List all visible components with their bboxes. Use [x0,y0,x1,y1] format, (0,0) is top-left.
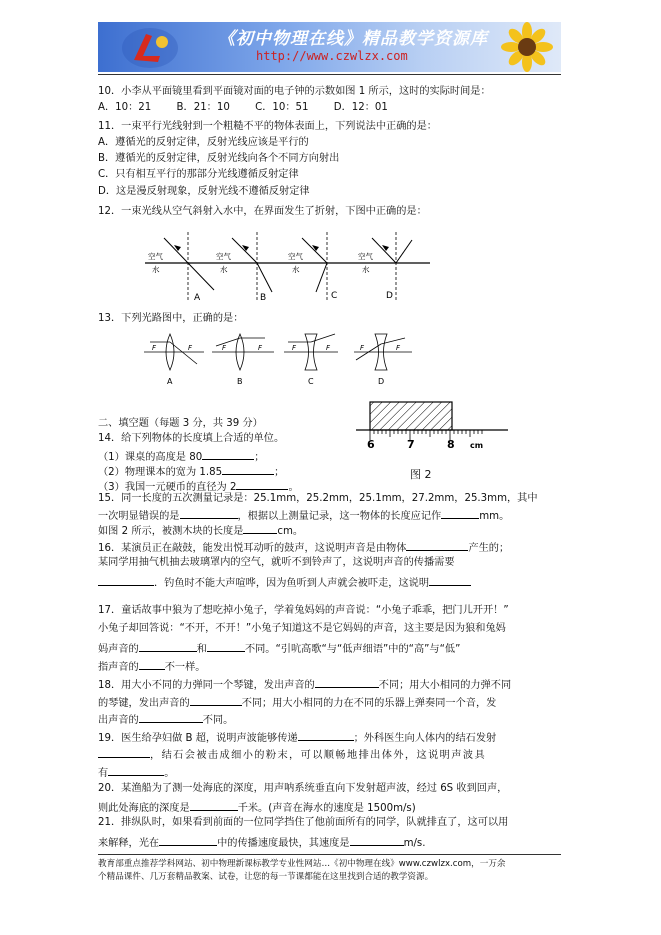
q14-item-1: （1）课桌的高度是 80 ； [98,448,264,465]
q13-label-d: D [378,377,385,386]
q14-stem: 14．给下列物体的长度填上合适的单位。 [98,433,285,444]
figure-2-caption: 图 2 [410,468,432,481]
q12-label-b: B [260,293,267,303]
q16-blank-2[interactable] [98,574,154,586]
q21-blank-1[interactable] [159,834,217,846]
q21-blank-2[interactable] [350,834,404,846]
q13-focus-c2: F [326,344,331,352]
ruler-tick-7: 7 [407,438,415,451]
q13-focus-c1: F [292,344,297,352]
q16-blank-1[interactable] [406,539,468,551]
q12-water-b: 水 [220,265,228,274]
header-banner [98,22,561,72]
footer-rule [98,854,561,855]
header-rule [98,74,561,75]
q11-option-a: A．遵循光的反射定律，反射光线应该是平行的 [98,137,309,148]
ruler-tick-6: 6 [367,438,375,451]
lens-diagrams [142,330,432,390]
footer-line-2: 个精品课件、几万套精品教案、试卷，让您的每一节课都能在这里找到合适的教学资源。 [98,872,434,882]
q13-focus-d2: F [396,344,401,352]
q13-label-b: B [237,377,243,386]
q15-line-3: 如图 2 所示，被测木块的长度是 cm。 [98,522,303,539]
q17-blank-3[interactable] [139,658,165,670]
q14-blank-1[interactable] [202,448,254,460]
section-title: 二、填空题（每题 3 分，共 39 分） [98,418,263,429]
q18-blank-3[interactable] [139,711,203,723]
q21-line-2: 来解释，光在 中的传播速度最快，其速度是 m/s. [98,834,425,851]
q20-line-2: 则此处海底的深度是 千米。(声音在海水的速度是 1500m/s) [98,799,416,816]
q13-label-c: C [308,377,314,386]
q12-water-c: 水 [292,265,300,274]
q12-air-c: 空气 [288,252,303,261]
banner-title: 《初中物理在线》精品教学资源库 [218,29,488,49]
q13-focus-d1: F [360,344,365,352]
sunflower-icon [497,22,557,72]
q21-line-1: 21．排纵队时，如果看到前面的一位同学挡住了他前面所有的同学，队就排直了，这可以用 [98,817,509,828]
q17-blank-2[interactable] [207,640,245,652]
q19-line-1: 19．医生给孕妇做 B 超，说明声波能够传递 ；外科医生向人体内的结石发射 [98,729,496,746]
q17-line-2: 小兔子却回答说：“不开，不开！”小兔子知道这不是它妈妈的声音，这主要是因为狼和兔妈 [98,623,506,634]
q12-label-d: D [386,291,393,301]
q10-option-d: D．12：01 [333,102,388,113]
q19-blank-1[interactable] [298,729,354,741]
q17-line-1: 17．童话故事中狼为了想吃掉小兔子，学着兔妈妈的声音说：“小兔子乖乖，把门儿开开！” [98,605,509,616]
q13-stem: 13．下列光路图中，正确的是： [98,313,244,324]
q12-label-c: C [331,291,338,301]
q15-line-2: 一次明显错误的是 ，根据以上测量记录，这一物体的长度应记作 mm。 [98,507,509,524]
q18-line-2: 的琴键，发出声音的 不同；用大小相同的力在不同的乐器上弹奏同一个音，发 [98,694,496,711]
q10-stem: 10．小李从平面镜里看到平面镜对面的电子钟的示数如图 1 所示，这时的实际时间是： [98,86,491,97]
q17-blank-1[interactable] [139,640,197,652]
refraction-diagrams [140,230,440,310]
q14-item-2: （2）物理课本的宽为 1.85 ； [98,463,284,480]
q17-line-3: 妈声音的 和 不同。“引吭高歌“与“低声细语”中的“高”与“低” [98,640,460,657]
banner-url[interactable]: http://www.czwlzx.com [256,49,408,63]
q14-item-3: （3）我国一元硬币的直径为 2 。 [98,478,299,495]
logo-icon [116,22,186,72]
footer-line-1: 教育部重点推荐学科网站、初中物理新课标教学专业性网站…《初中物理在线》www.czwlzx.com，一万余 [98,859,506,869]
q19-line-3: 有 。 [98,764,174,781]
q16-line-2: 某同学用抽气机抽去玻璃罩内的空气，就听不到铃声了，这说明声音的传播需要 [98,557,455,568]
q12-stem: 12．一束光线从空气斜射入水中，在界面发生了折射，下图中正确的是： [98,206,427,217]
q12-air-b: 空气 [216,252,231,261]
q12-water-d: 水 [362,265,370,274]
q10-option-a: A．10：21 [98,102,152,113]
q12-label-a: A [194,293,201,303]
q15-blank-1[interactable] [180,507,238,519]
ruler-tick-8: 8 [447,438,455,451]
q12-air-a: 空气 [148,252,163,261]
q14-blank-3[interactable] [236,478,288,490]
q13-focus-b1: F [222,344,227,352]
q10-options [98,101,388,115]
q16-blank-3[interactable] [429,574,471,586]
q19-blank-2[interactable] [98,746,150,758]
q11-stem: 11．一束平行光线射到一个粗糙不平的物体表面上，下列说法中正确的是： [98,121,437,132]
q12-water-a: 水 [152,265,160,274]
q20-line-1: 20．某渔船为了测一处海底的深度，用声呐系统垂直向下发射超声波，经过 6S 收到回声， [98,783,508,794]
q20-blank-1[interactable] [190,799,238,811]
q15-blank-3[interactable] [243,522,277,534]
q13-focus-a1: F [152,344,157,352]
q16-line-1: 16．某演员正在敲鼓，能发出悦耳动听的鼓声，这说明声音是由物体 产生的； [98,539,509,556]
q18-line-1: 18．用大小不同的力弹同一个琴键，发出声音的 不同；用大小相同的力弹不同 [98,676,511,693]
q10-option-c: C．10：51 [255,102,309,113]
q15-line-1: 15．同一长度的五次测量记录是：25.1mm，25.2mm，25.1mm，27.2mm，25.3mm，其中 [98,493,538,504]
q14-blank-2[interactable] [222,463,274,475]
q18-line-3: 出声音的 不同。 [98,711,233,728]
q12-air-d: 空气 [358,252,373,261]
q19-blank-3[interactable] [108,764,164,776]
q18-blank-2[interactable] [190,694,242,706]
q13-label-a: A [167,377,173,386]
q17-line-4: 指声音的 不一样。 [98,658,206,675]
q19-line-2: ，结石会被击成细小的粉末，可以顺畅地排出体外，这说明声波具 [98,746,486,763]
q18-blank-1[interactable] [315,676,379,688]
q13-focus-b2: F [258,344,263,352]
q13-focus-a2: F [188,344,193,352]
q11-option-b: B．遵循光的反射定律，反射光线向各个不同方向射出 [98,153,340,164]
ruler-unit: cm [470,441,484,450]
ruler-figure [352,398,512,454]
q11-option-c: C．只有相互平行的那部分光线遵循反射定律 [98,169,299,180]
q16-line-3: ．钓鱼时不能大声喧哗，因为鱼听到人声就会被吓走，这说明 [98,574,471,591]
q15-blank-2[interactable] [441,507,479,519]
q11-option-d: D．这是漫反射现象，反射光线不遵循反射定律 [98,186,310,197]
q10-option-b: B．21：10 [176,102,230,113]
